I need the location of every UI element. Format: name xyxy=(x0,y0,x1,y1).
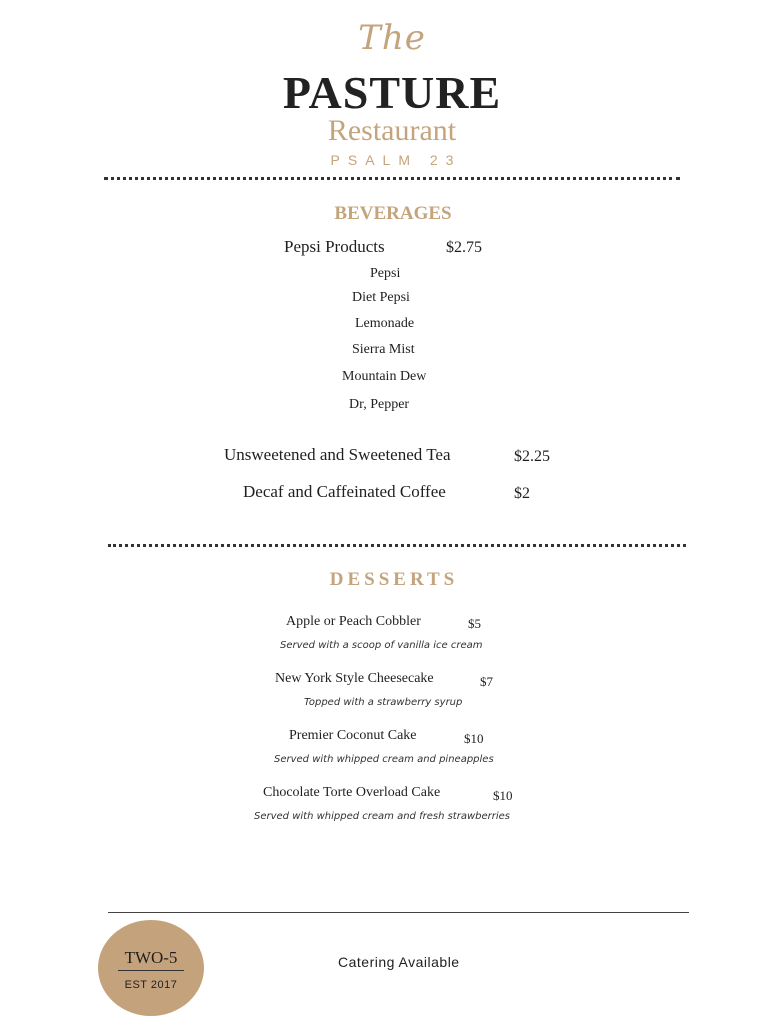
badge-est: EST 2017 xyxy=(124,979,178,991)
restaurant-title: PASTURE xyxy=(282,67,502,118)
beverages-heading: BEVERAGES xyxy=(334,203,452,224)
coffee-price: $2 xyxy=(514,485,530,502)
dessert-name: New York Style Cheesecake xyxy=(275,671,434,686)
pepsi-option: Diet Pepsi xyxy=(352,290,410,305)
restaurant-subtitle: Restaurant xyxy=(327,114,457,147)
dessert-description: Served with whipped cream and fresh strawberries xyxy=(254,811,510,822)
dessert-description: Served with whipped cream and pineapples xyxy=(274,754,494,765)
pepsi-option: Lemonade xyxy=(355,316,415,331)
badge-circle xyxy=(98,920,204,1016)
tea-price: $2.25 xyxy=(514,448,550,465)
coffee-name: Decaf and Caffeinated Coffee xyxy=(243,482,446,501)
dessert-description: Topped with a strawberry syrup xyxy=(304,697,463,708)
footer-rule xyxy=(108,912,689,913)
tagline: PSALM 23 xyxy=(330,152,462,168)
desserts-heading: DESSERTS xyxy=(329,569,459,590)
tea-name: Unsweetened and Sweetened Tea xyxy=(224,445,451,464)
dessert-price: $5 xyxy=(468,616,481,631)
catering-note: Catering Available xyxy=(338,954,460,970)
pepsi-option: Pepsi xyxy=(370,266,401,281)
dessert-name: Chocolate Torte Overload Cake xyxy=(263,785,441,800)
badge-underline xyxy=(118,970,184,971)
dotted-divider-top xyxy=(104,177,680,180)
dessert-description: Served with a scoop of vanilla ice cream xyxy=(280,640,483,651)
dotted-divider-middle xyxy=(108,544,686,547)
pepsi-products-name: Pepsi Products xyxy=(284,237,385,256)
dessert-name: Apple or Peach Cobbler xyxy=(286,614,421,629)
dessert-name: Premier Coconut Cake xyxy=(289,728,417,743)
dessert-price: $7 xyxy=(480,674,493,689)
script-the: The xyxy=(358,18,426,58)
pepsi-products-price: $2.75 xyxy=(446,239,482,256)
pepsi-option: Dr, Pepper xyxy=(349,397,410,412)
dessert-price: $10 xyxy=(464,731,484,746)
pepsi-option: Sierra Mist xyxy=(352,342,415,357)
pepsi-option: Mountain Dew xyxy=(342,369,427,384)
badge-title: TWO-5 xyxy=(124,948,178,967)
dessert-price: $10 xyxy=(493,788,513,803)
